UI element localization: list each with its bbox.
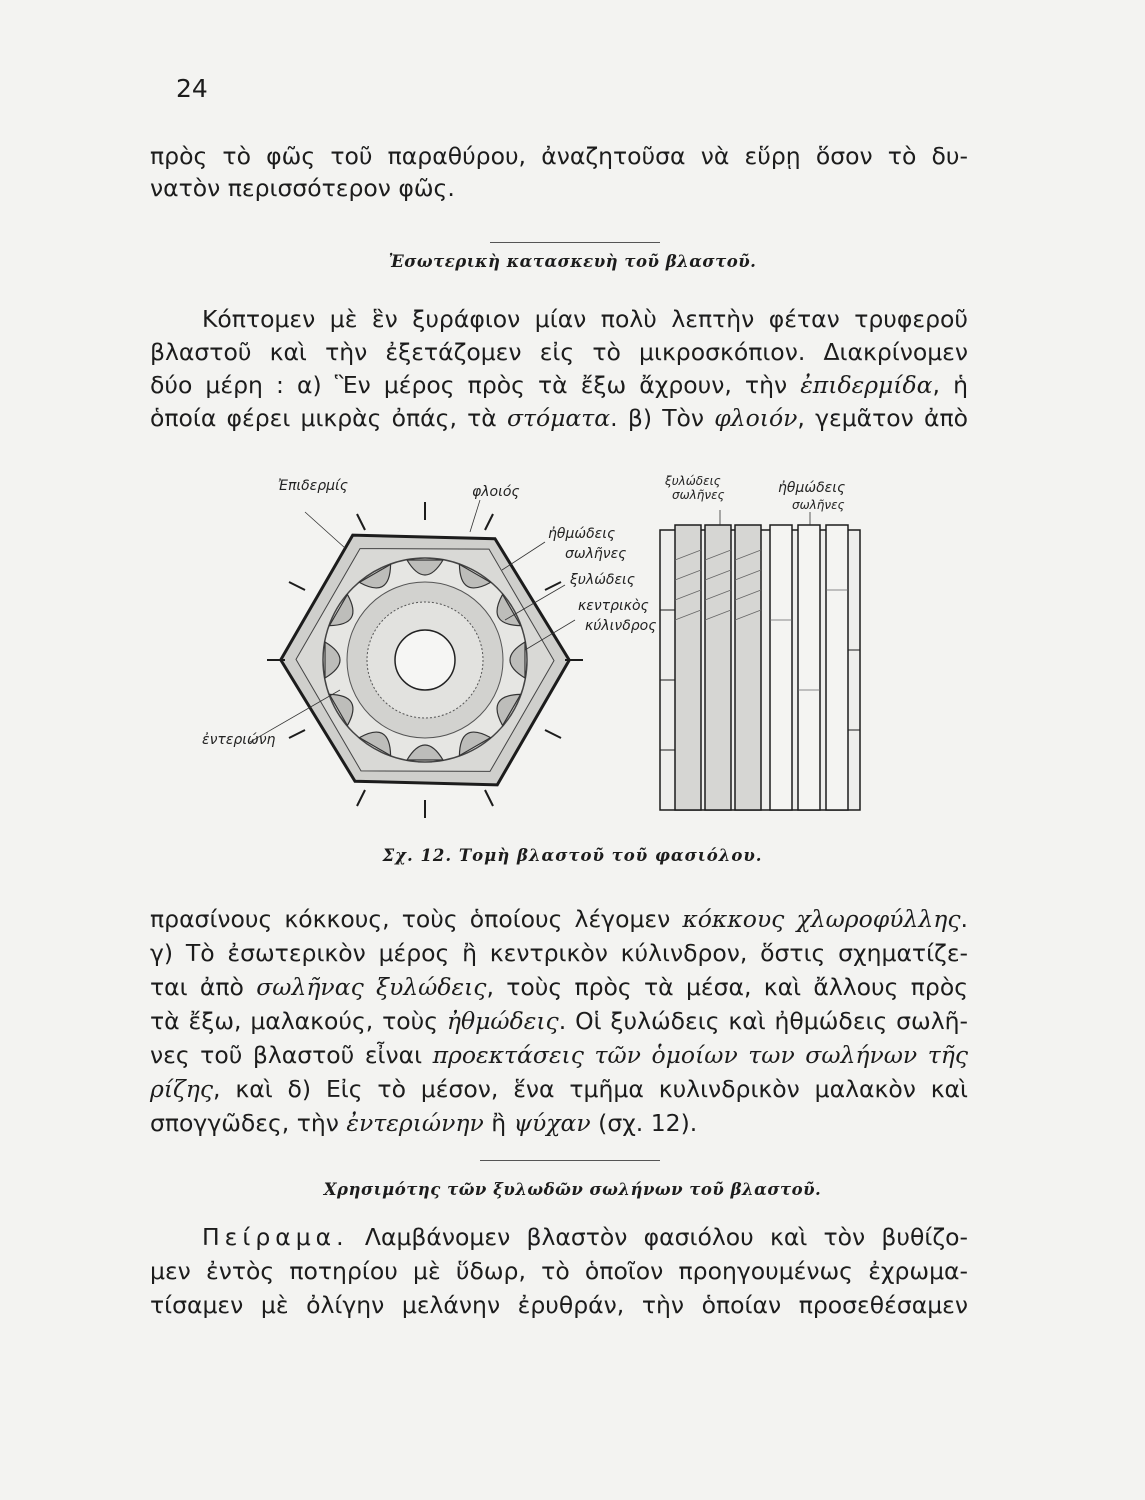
pith-center xyxy=(395,630,455,690)
label-ithmodeis-top: ἠθμώδεις xyxy=(778,480,846,496)
text-line: γ) Τὸ ἐσωτερικὸν μέρος ἢ κεντρικὸν κύλινδρον, ὅστις σχηματίζε- xyxy=(150,939,968,967)
text-line: τὰ ἔξω, μαλακούς, τοὺς ἠθμώδεις. Οἱ ξυλώδεις καὶ ἠθμώδεις σωλῆ- xyxy=(150,1007,968,1035)
label-kylindros: κύλινδρος xyxy=(585,618,657,634)
page-number: 24 xyxy=(176,74,208,103)
heading-rule xyxy=(480,1160,660,1161)
label-solines-top-2: σωλῆνες xyxy=(792,498,845,512)
label-solines-top: σωλῆνες xyxy=(672,488,725,502)
figure-drawing xyxy=(180,470,900,830)
label-ithmodeis: ἠθμώδεις xyxy=(548,526,616,542)
text-line: τίσαμεν μὲ ὀλίγην μελάνην ἐρυθράν, τὴν ὁποίαν προσεθέσαμεν xyxy=(150,1291,968,1319)
label-xylodeis: ξυλώδεις xyxy=(570,572,636,588)
paragraph-1 xyxy=(150,140,968,204)
text-line: δύο μέρη : α) Ἓν μέρος πρὸς τὰ ἔξω ἄχρουν, τὴν ἐπιδερμίδα, ἡ xyxy=(150,371,968,399)
text-line: πρασίνους κόκκους, τοὺς ὁποίους λέγομεν κόκκους χλωροφύλλης. xyxy=(150,905,968,933)
text-line: βλαστοῦ καὶ τὴν ἐξετάζομεν εἰς τὸ μικροσκόπιον. Διακρίνομεν xyxy=(150,338,968,366)
text-line: μεν ἐντὸς ποτηρίου μὲ ὕδωρ, τὸ ὁποῖον προηγουμένως ἐχρωμα- xyxy=(150,1257,968,1285)
text-line: ται ἀπὸ σωλῆνας ξυλώδεις, τοὺς πρὸς τὰ μέσα, καὶ ἄλλους πρὸς xyxy=(150,973,968,1001)
stem-cross-section-figure xyxy=(180,470,900,830)
paragraph-4 xyxy=(150,1220,968,1322)
text-line: πρὸς τὸ φῶς τοῦ παραθύρου, ἀναζητοῦσα νὰ εὕρῃ ὅσον τὸ δυ- xyxy=(150,142,968,170)
text-line: σπογγῶδες, τὴν ἐντεριώνην ἢ ψύχαν (σχ. 12). xyxy=(150,1109,698,1137)
heading-rule xyxy=(490,242,660,243)
paragraph-3 xyxy=(150,902,968,1140)
section-heading-internal-structure: Ἐσωτερικὴ κατασκευὴ τοῦ βλαστοῦ. xyxy=(388,252,757,271)
text-line: ὁποία φέρει μικρὰς ὀπάς, τὰ στόματα. β) Τὸν φλοιόν, γεμᾶτον ἀπὸ xyxy=(150,404,969,432)
text-line: ρίζης, καὶ δ) Εἰς τὸ μέσον, ἕνα τμῆμα κυλινδρικὸν μαλακὸν καὶ xyxy=(150,1075,968,1103)
figure-caption: Σχ. 12. Τομὴ βλαστοῦ τοῦ φασιόλου. xyxy=(382,846,763,865)
text-line: νες τοῦ βλαστοῦ εἶναι προεκτάσεις τῶν ὁμοίων των σωλήνων τῆς xyxy=(150,1041,968,1069)
label-phloios: φλοιός xyxy=(472,484,520,500)
label-epidermis: Ἐπιδερμίς xyxy=(278,478,348,494)
text-line: νατὸν περισσότερον φῶς. xyxy=(150,174,455,202)
label-solines: σωλῆνες xyxy=(565,546,627,562)
label-xylodeis-top: ξυλώδεις xyxy=(665,474,721,488)
label-enterioni: ἐντεριώνη xyxy=(202,732,276,748)
text-line: Πείραμα. Λαμβάνομεν βλαστὸν φασιόλου καὶ τὸν βυθίζο- xyxy=(202,1223,968,1251)
paragraph-2 xyxy=(150,303,968,435)
text-line: Κόπτομεν μὲ ἓν ξυράφιον μίαν πολὺ λεπτὴν φέταν τρυφεροῦ xyxy=(202,305,968,333)
label-kentrikos: κεντρικὸς xyxy=(578,598,649,614)
longitudinal-tubes xyxy=(660,525,860,810)
section-heading-xylem-usefulness: Χρησιμότης τῶν ξυλωδῶν σωλήνων τοῦ βλαστοῦ. xyxy=(323,1180,822,1199)
